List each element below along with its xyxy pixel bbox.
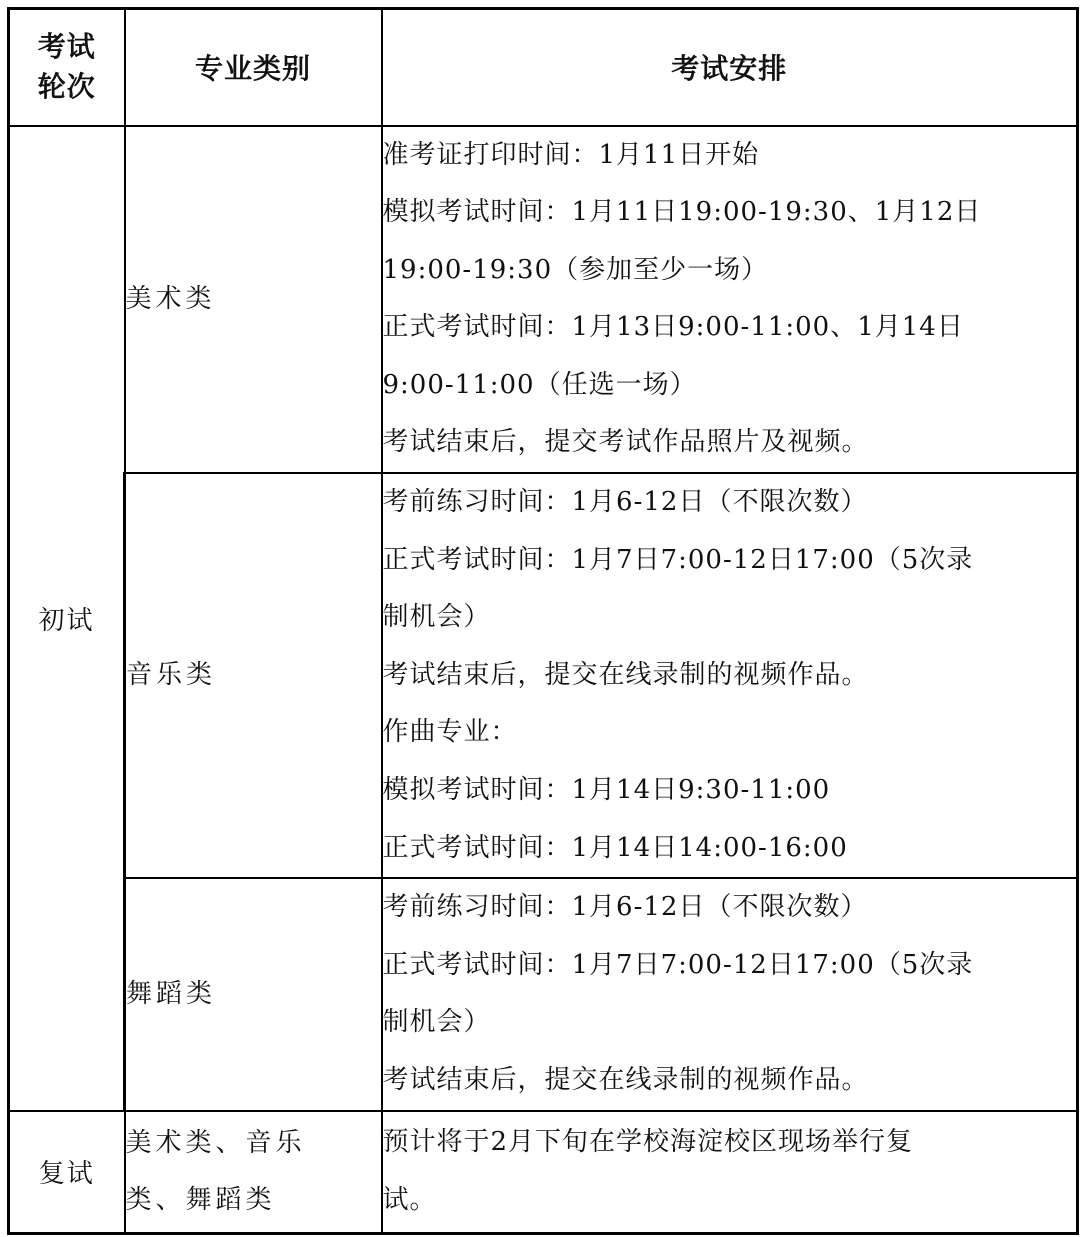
arrangement-art bbox=[382, 126, 1078, 474]
arrangement-dance bbox=[382, 878, 1078, 1110]
arrangement-music bbox=[382, 473, 1078, 878]
category-music: 音乐类 bbox=[125, 473, 382, 878]
table-row-music bbox=[9, 473, 1078, 878]
table-header-row bbox=[9, 9, 1078, 126]
arrangement-line: 9:00-11:00（任选一场） bbox=[382, 369, 697, 400]
arrangement-line: 正式考试时间：1月7日7:00-12日17:00（5次录 bbox=[382, 544, 974, 575]
arrangement-line: 正式考试时间：1月7日7:00-12日17:00（5次录 bbox=[382, 949, 974, 980]
table-row-dance bbox=[9, 878, 1078, 1110]
category-retest-line1: 美术类、音乐 bbox=[125, 1127, 306, 1158]
arrangement-line: 正式考试时间：1月13日9:00-11:00、1月14日 bbox=[382, 312, 964, 343]
arrangement-line: 考前练习时间：1月6-12日（不限次数） bbox=[382, 892, 868, 923]
arrangement-line: 模拟考试时间：1月11日19:00-19:30、1月12日 bbox=[382, 197, 982, 228]
arrangement-line: 制机会） bbox=[382, 1007, 491, 1038]
category-art: 美术类 bbox=[125, 126, 382, 474]
arrangement-retest bbox=[382, 1111, 1078, 1234]
header-category: 专业类别 bbox=[125, 9, 382, 126]
category-retest bbox=[125, 1111, 382, 1234]
arrangement-line: 试。 bbox=[382, 1184, 437, 1215]
round-retest: 复试 bbox=[9, 1111, 125, 1234]
round-preliminary: 初试 bbox=[9, 126, 125, 1111]
header-round-line2: 轮次 bbox=[37, 70, 96, 104]
exam-schedule-table bbox=[7, 7, 1079, 1235]
header-exam-round bbox=[9, 9, 125, 126]
category-retest-line2: 类、舞蹈类 bbox=[125, 1184, 276, 1215]
arrangement-line: 考试结束后，提交考试作品照片及视频。 bbox=[382, 427, 869, 458]
arrangement-line: 19:00-19:30（参加至少一场） bbox=[382, 254, 769, 285]
table-row-art bbox=[9, 126, 1078, 474]
arrangement-line: 考试结束后，提交在线录制的视频作品。 bbox=[382, 1065, 869, 1095]
table-row-retest bbox=[9, 1111, 1078, 1234]
header-arrangement: 考试安排 bbox=[382, 9, 1078, 126]
category-dance: 舞蹈类 bbox=[125, 878, 382, 1110]
header-round-line1: 考试 bbox=[37, 30, 96, 64]
arrangement-line: 预计将于2月下旬在学校海淀校区现场举行复 bbox=[382, 1127, 914, 1158]
arrangement-line: 考前练习时间：1月6-12日（不限次数） bbox=[382, 487, 868, 518]
arrangement-line: 制机会） bbox=[382, 602, 491, 633]
arrangement-line: 模拟考试时间：1月14日9:30-11:00 bbox=[382, 775, 831, 806]
arrangement-line: 考试结束后，提交在线录制的视频作品。 bbox=[382, 659, 869, 690]
arrangement-line: 正式考试时间：1月14日14:00-16:00 bbox=[382, 832, 848, 863]
arrangement-line: 作曲专业： bbox=[382, 717, 518, 748]
arrangement-line: 准考证打印时间：1月11日开始 bbox=[382, 139, 760, 170]
